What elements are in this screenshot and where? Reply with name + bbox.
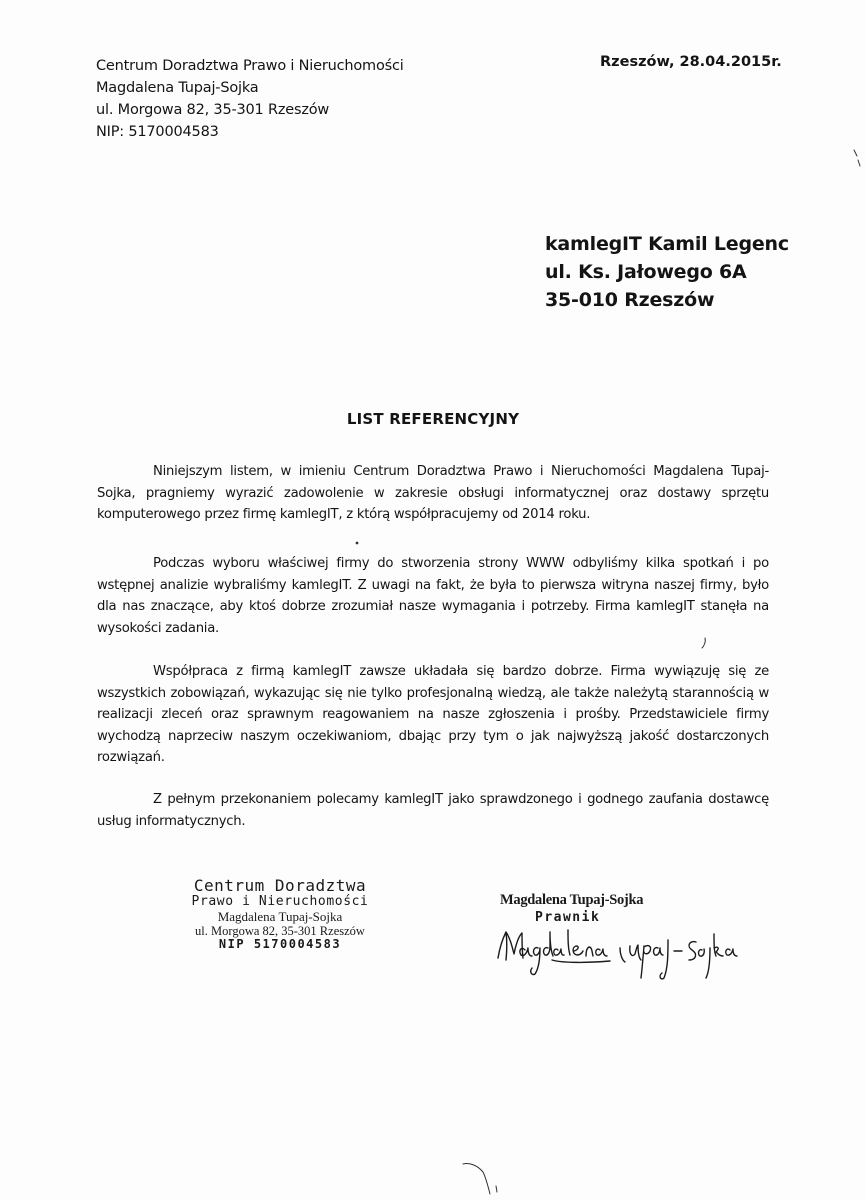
recipient-street-address: ul. Ks. Jałowego 6A xyxy=(545,261,747,283)
letter-title: LIST REFERENCYJNY xyxy=(346,410,520,428)
company-stamp-line-1: Centrum Doradztwa xyxy=(193,876,367,895)
body-paragraph-1: Niniejszym listem, w imieniu Centrum Doradztwa Prawo i Nieruchomości Magdalena Tupaj-Sojka, pragniemy wyrazić zadowolenie w zakresie obsługi informatycznej oraz dostawy sprzętu komputerowego przez firmę kamlegIT, z którą współpracujemy od 2014 roku. xyxy=(97,464,769,522)
body-paragraph-3: Współpraca z firmą kamlegIT zawsze układała się bardzo dobrze. Firma wywiązuję się ze wszystkich zobowiązań, wykazując się nie tylko profesjonalną wiedzą, ale także należytą starannością w realizacji zleceń oraz sprawnym reagowaniem na nasze zgłoszenia i prośby. Przedstawiciele firmy wychodzą naprzeciw naszym oczekiwaniom, dbając przy tym o jak najwyższą jakość dostarczonych rozwiązań. xyxy=(97,664,769,765)
recipient-city: 35-010 Rzeszów xyxy=(545,289,715,311)
sender-street-address: ul. Morgowa 82, 35-301 Rzeszów xyxy=(96,102,330,118)
recipient-company-name: kamlegIT Kamil Legenc xyxy=(545,233,789,255)
body-paragraph-2: Podczas wyboru właściwej firmy do stworzenia strony WWW odbyliśmy kilka spotkań i po wstępnej analizie wybraliśmy kamlegIT. Z uwagi na fakt, że była to pierwsza witryna naszej firmy, było dla nas znaczące, aby ktoś dobrze zrozumiał nasze wymagania i potrzeby. Firma kamlegIT stanęła na wysokości zadania. xyxy=(97,556,769,636)
body-paragraph-4: Z pełnym przekonaniem polecamy kamlegIT jako sprawdzonego i godnego zaufania dostawcę usług informatycznych. xyxy=(97,792,769,829)
letter-date: Rzeszów, 28.04.2015r. xyxy=(600,54,782,70)
name-stamp-name: Magdalena Tupaj-Sojka xyxy=(500,892,644,908)
name-stamp-role: Prawnik xyxy=(535,910,601,925)
company-stamp-line-4: ul. Morgowa 82, 35-301 Rzeszów xyxy=(195,924,365,938)
company-stamp-line-2: Prawo i Nieruchomości xyxy=(191,894,369,909)
company-stamp-line-3: Magdalena Tupaj-Sojka xyxy=(217,909,343,924)
sender-owner-name: Magdalena Tupaj-Sojka xyxy=(96,80,259,96)
company-stamp-line-5: NIP 5170004583 xyxy=(218,937,342,951)
sender-tax-id: NIP: 5170004583 xyxy=(96,124,219,140)
sender-company-name: Centrum Doradztwa Prawo i Nieruchomości xyxy=(96,58,404,74)
